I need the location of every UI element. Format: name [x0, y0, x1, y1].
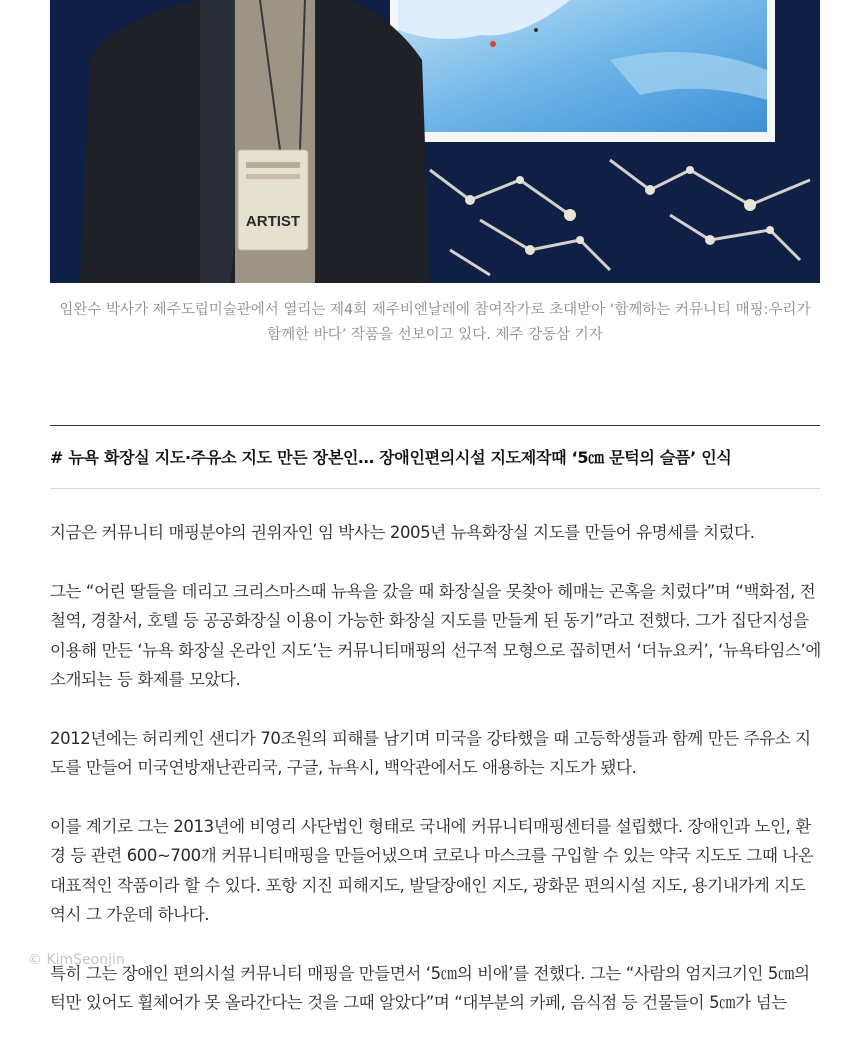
article-photo	[50, 0, 820, 283]
photo-caption	[50, 298, 820, 348]
paragraph: 이를 계기로 그는 2013년에 비영리 사단법인 형태로 국내에 커뮤니티매핑센터를 설립했다. 장애인과 노인, 환경 등 관련 600~700개 커뮤니티매핑을 만들어냈으며 코로나 마스크를 구입할 수 있는 약국 지도도 그때 나온 대표적인 작품이라 할 수 있다. 포항 지진 피해지도, 발달장애인 지도, 광화문 편의시설 지도, 용기내가게 지도 역시 그 가운데 하나다.	[50, 816, 814, 924]
article-body	[50, 518, 825, 1047]
caption-line-2: 함께한 바다’ 작품을 선보이고 있다. 제주 강동삼 기자	[267, 327, 603, 343]
section-subheading: # 뉴욕 화장실 지도·주유소 지도 만든 장본인… 장애인편의시설 지도제작때 ‘5㎝ 문턱의 슬픔’ 인식	[50, 448, 732, 467]
photo-illustration	[50, 0, 820, 283]
paragraph: 그는 “어린 딸들을 데리고 크리스마스때 뉴욕을 갔을 때 화장실을 못찾아 헤매는 곤혹을 치렀다”며 “백화점, 전철역, 경찰서, 호텔 등 공공화장실 이용이 가능한 화장실 지도를 만들게 된 동기”라고 전했다. 그가 집단지성을 이용해 만든 ‘뉴욕 화장실 온라인 지도’는 커뮤니티매핑의 선구적 모형으로 꼽히면서 ‘더뉴요커’, ‘뉴욕타임스’에 소개되는 등 화제를 모았다.	[50, 581, 821, 689]
paragraph: 2012년에는 허리케인 샌디가 70조원의 피해를 남기며 미국을 강타했을 때 고등학생들과 함께 만든 주유소 지도를 만들어 미국연방재난관리국, 구글, 뉴욕시, 백악관에서도 애용하는 지도가 됐다.	[50, 728, 811, 777]
copyright-watermark: © KimSeonjin	[28, 952, 125, 968]
caption-line-1: 임완수 박사가 제주도립미술관에서 열리는 제4회 제주비엔날레에 참여작가로 초대받아 ‘함께하는 커뮤니티 매핑:우리가	[59, 302, 811, 318]
section-divider-bottom	[50, 488, 820, 489]
paragraph: 특히 그는 장애인 편의시설 커뮤니티 매핑을 만들면서 ‘5㎝의 비애’를 전했다. 그는 “사람의 엄지크기인 5㎝의 턱만 있어도 휠체어가 못 올라간다는 것을 그때 알았다”며 “대부분의 카페, 음식점 등 건물들이 5㎝가 넘는	[50, 963, 810, 1012]
paragraph: 지금은 커뮤니티 매핑분야의 권위자인 임 박사는 2005년 뉴욕화장실 지도를 만들어 유명세를 치렀다.	[50, 523, 755, 542]
badge-label: ARTIST	[245, 213, 301, 230]
section-divider-top	[50, 425, 820, 426]
